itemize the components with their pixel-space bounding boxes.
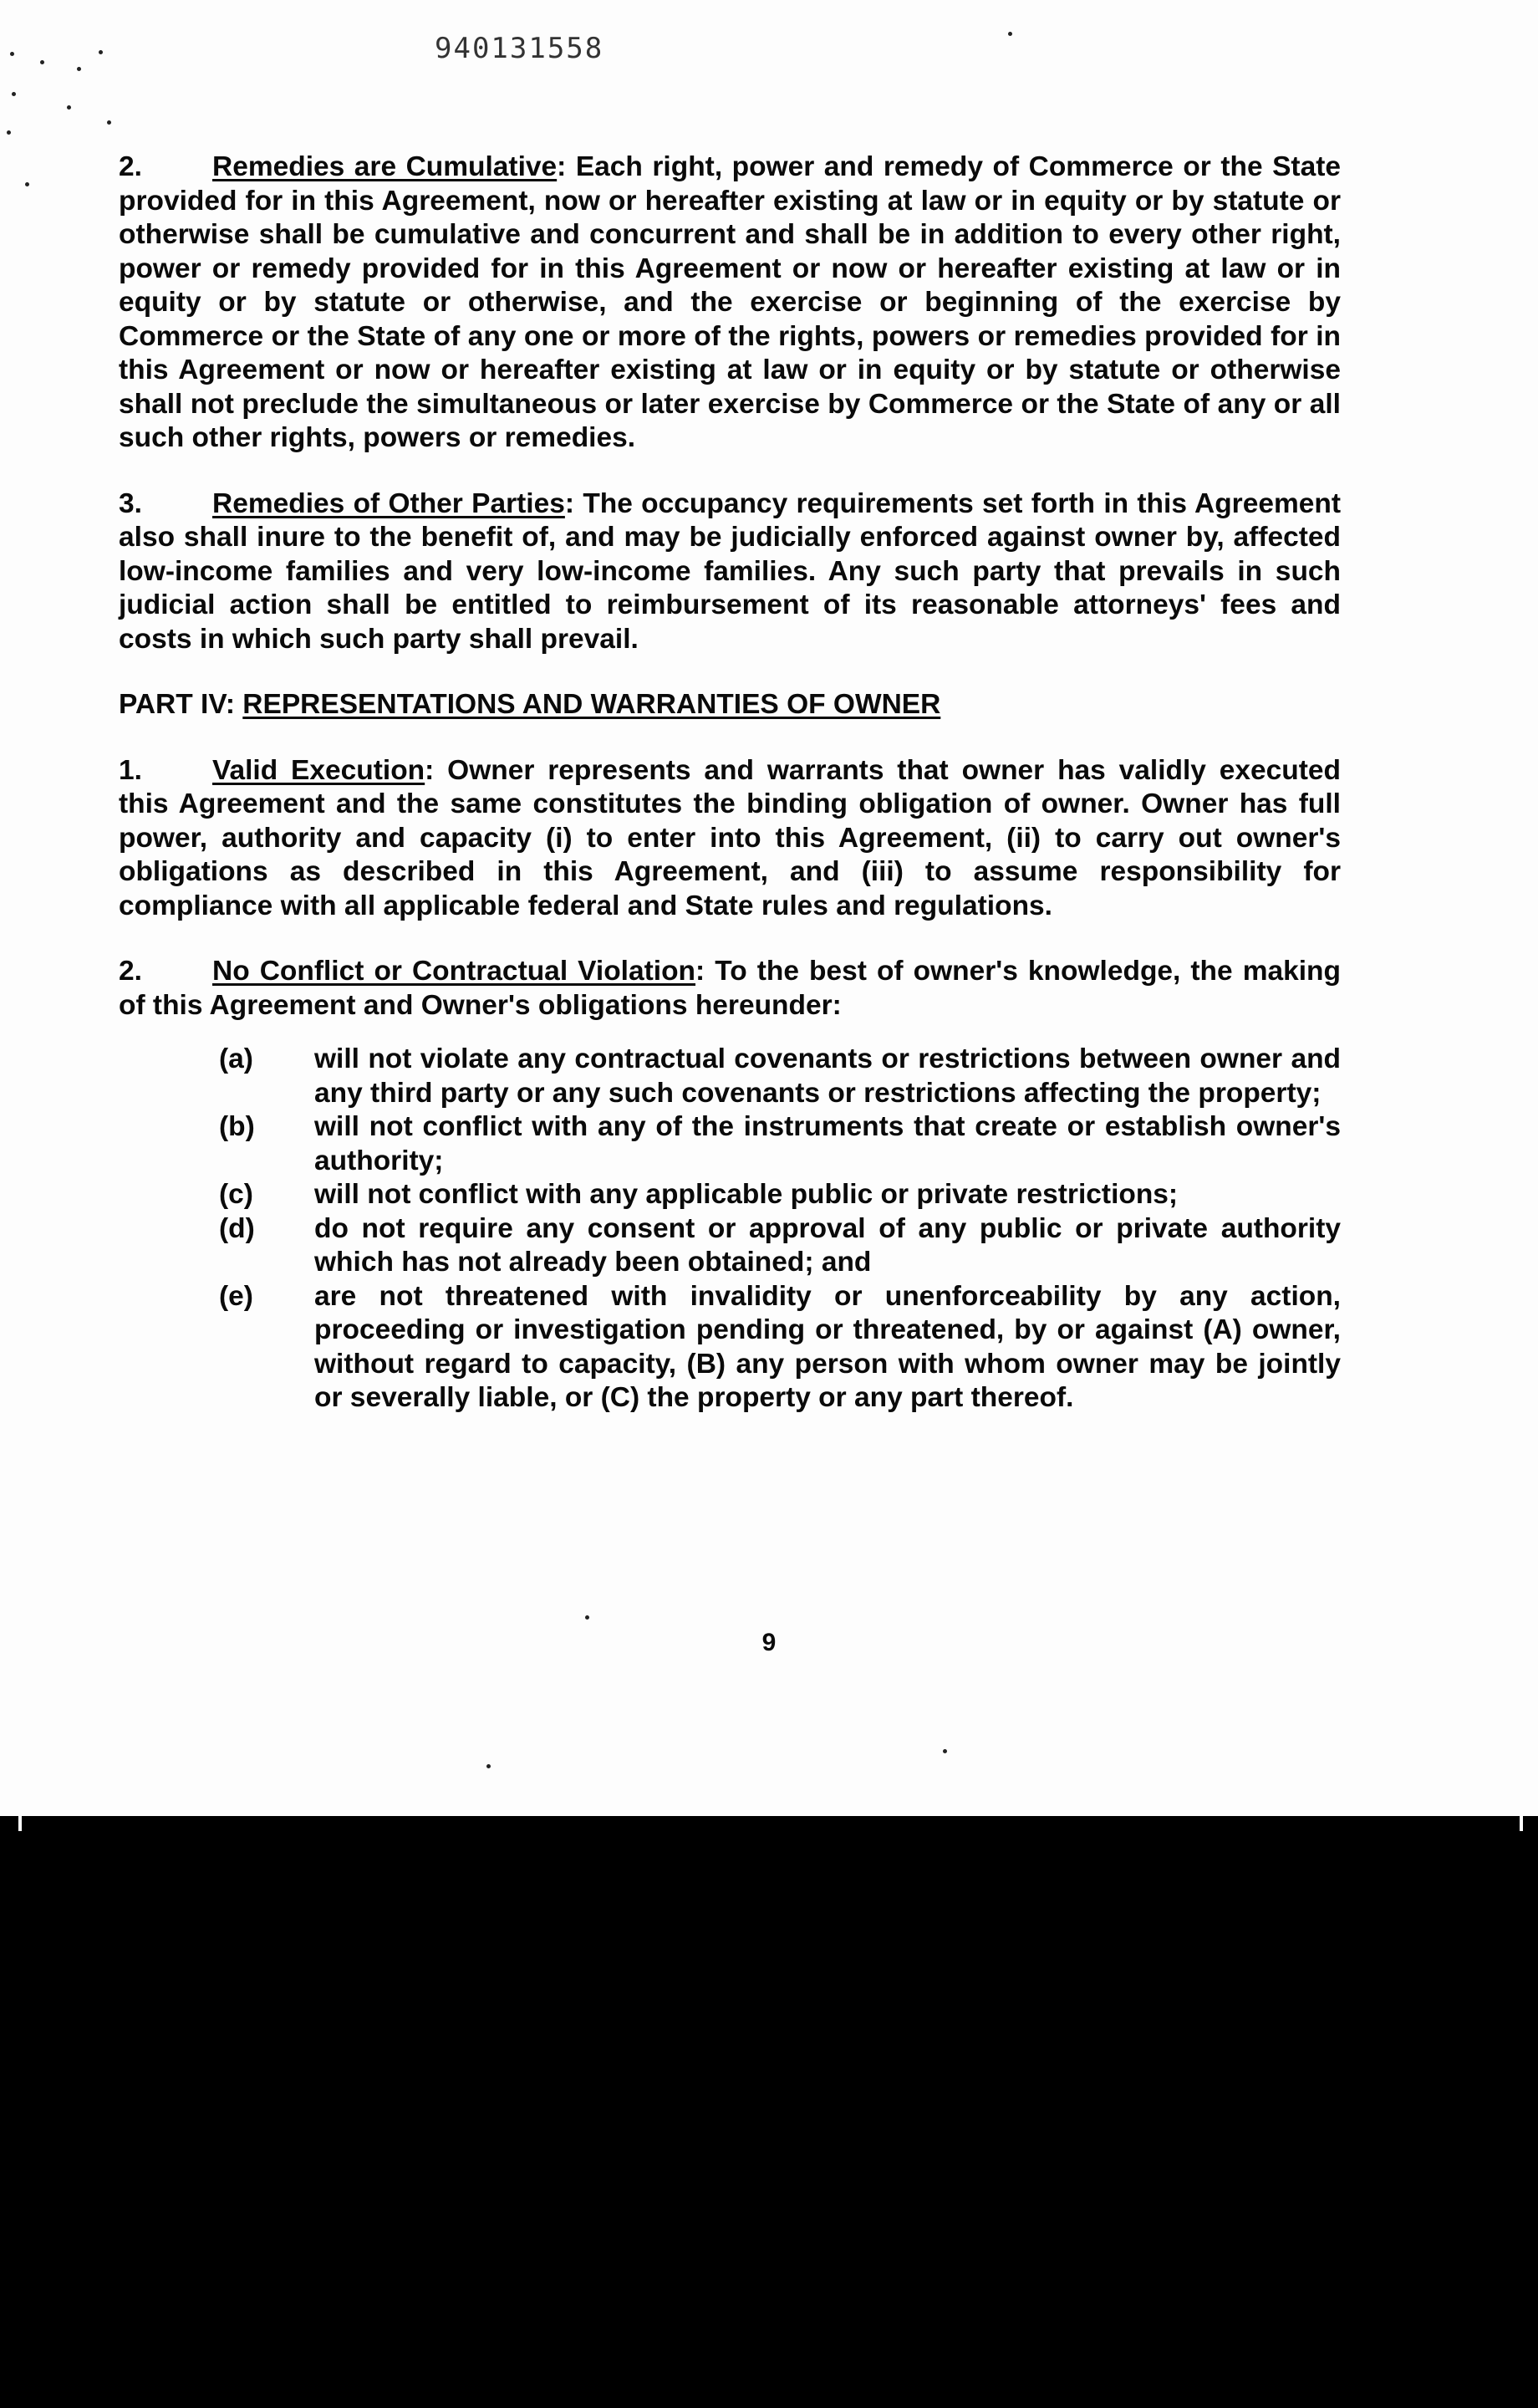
list-item-text: do not require any consent or approval of any public or private authority which has not already been obtained; and (314, 1212, 1341, 1278)
scan-speck (486, 1764, 491, 1768)
list-item (219, 1110, 1341, 1178)
section-remedies-other-parties (119, 487, 1341, 657)
list-item (219, 1043, 1341, 1110)
scan-speck (7, 130, 11, 135)
section-title: No Conflict or Contractual Violation (212, 956, 696, 987)
scan-speck (10, 52, 14, 56)
section-text: : The occupancy requirements set forth in this Agreement also shall inure to the benefit of, and may be judicially enforced against owner by, affected low-income families and very low-income families. Any such party that prevails in such judicial action shall be entitled to reimbursement of its reasonable attorneys' fees and costs in which such party shall prevail. (119, 487, 1341, 655)
part-prefix: PART IV: (119, 689, 243, 720)
scan-speck (943, 1749, 947, 1753)
scan-edge-mark (1520, 1816, 1523, 1831)
scan-speck (12, 92, 16, 96)
list-item-label: (c) (219, 1179, 253, 1210)
section-no-conflict (119, 955, 1341, 1023)
list-item-label: (b) (219, 1111, 255, 1142)
section-text: : To the best of owner's knowledge, the making of this Agreement and Owner's obligations hereunder: (119, 956, 1341, 1021)
list-item-text: will not conflict with any applicable public or private restrictions; (314, 1179, 1179, 1210)
list-item-text: are not threatened with invalidity or unenforceability by any action, proceeding or investigation pending or threatened, by or against (A) owner, without regard to capacity, (B) any person with whom owner may be jointly or severally liable, or (C) the property or any part thereof. (314, 1280, 1341, 1413)
scan-speck (40, 60, 44, 64)
scan-speck (67, 105, 71, 110)
document-body (119, 150, 1341, 1416)
section-title: Remedies of Other Parties (212, 487, 565, 519)
list-item-label: (e) (219, 1280, 253, 1312)
scan-speck (77, 67, 81, 71)
part-title: REPRESENTATIONS AND WARRANTIES OF OWNER (242, 689, 941, 720)
list-item (219, 1178, 1341, 1212)
section-remedies-cumulative (119, 150, 1341, 456)
list-item-text: will not violate any contractual covenants or restrictions between owner and any third party or any such covenants or restrictions affecting the property; (314, 1043, 1341, 1109)
section-number: 1. (119, 754, 142, 786)
section-number: 2. (119, 151, 142, 182)
list-item (219, 1280, 1341, 1416)
section-text: : Each right, power and remedy of Commerce or the State provided for in this Agreement, now or hereafter existing at law or in equity or by statute or otherwise shall be cumulative and concurrent and shall be in addition to every other right, power or remedy provided for in this Agreement or now or hereafter existing at law or in equity or by statute or otherwise, and the exercise or beginning of the exercise by Commerce or the State of any one or more of the rights, powers or remedies provided for in this Agreement or now or hereafter existing at law or in equity or by statute or otherwise shall not preclude the simultaneous or later exercise by Commerce or the State of any or all such other rights, powers or remedies. (119, 151, 1341, 453)
obligations-list (219, 1043, 1341, 1416)
scan-speck (107, 120, 111, 125)
list-item-text: will not conflict with any of the instruments that create or establish owner's authority; (314, 1111, 1341, 1176)
list-item-label: (a) (219, 1043, 253, 1074)
section-title: Remedies are Cumulative (212, 151, 558, 182)
list-item-label: (d) (219, 1212, 255, 1244)
section-number: 2. (119, 956, 142, 987)
section-title: Valid Execution (212, 754, 425, 786)
scan-speck (99, 50, 103, 54)
page-number: 9 (761, 1629, 777, 1656)
scan-speck (25, 182, 29, 186)
scan-speck (1008, 32, 1012, 36)
scan-edge-mark (18, 1816, 22, 1831)
section-valid-execution (119, 754, 1341, 924)
list-item (219, 1212, 1341, 1280)
document-id: 940131558 (435, 32, 604, 65)
section-number: 3. (119, 487, 142, 519)
scan-speck (585, 1615, 589, 1620)
part-heading (119, 688, 1341, 722)
section-text: : Owner represents and warrants that owner has validly executed this Agreement and the same constitutes the binding obligation of owner. Owner has full power, authority and capacity (i) to enter into this Agreement, (ii) to carry out owner's obligations as described in this Agreement, and (iii) to assume responsibility for compliance with all applicable federal and State rules and regulations. (119, 754, 1342, 921)
